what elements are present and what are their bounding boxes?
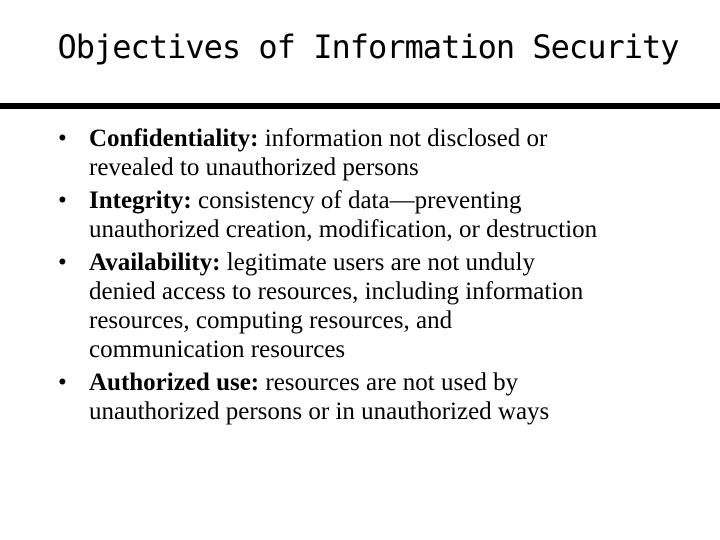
bullet-text-line: resources, computing resources, and xyxy=(89,307,453,334)
bullet-text-line: communication resources xyxy=(89,336,346,363)
bullet-term: Authorized use: xyxy=(89,369,260,396)
slide-title: Objectives of Information Security xyxy=(57,28,679,66)
bullet-term: Integrity: xyxy=(89,187,192,214)
title-divider xyxy=(0,103,720,109)
bullet-item-availability xyxy=(58,248,708,364)
bullet-icon: • xyxy=(58,187,67,214)
bullet-term: Confidentiality: xyxy=(89,125,259,152)
bullet-item-confidentiality xyxy=(58,124,708,182)
bullet-text-line: revealed to unauthorized persons xyxy=(89,154,419,181)
bullet-text-line: information not disclosed or xyxy=(264,125,548,152)
bullet-text-line: denied access to resources, including information xyxy=(89,278,584,305)
bullet-text-line: legitimate users are not unduly xyxy=(226,249,535,276)
bullet-term: Availability: xyxy=(89,249,221,276)
bullet-text-line: consistency of data—preventing xyxy=(198,187,522,214)
bullet-icon: • xyxy=(58,369,67,396)
bullet-list xyxy=(58,124,708,430)
bullet-item-integrity xyxy=(58,186,708,244)
bullet-icon: • xyxy=(58,249,67,276)
bullet-text-line: unauthorized creation, modification, or destruction xyxy=(89,216,598,243)
bullet-text-line: resources are not used by xyxy=(265,369,519,396)
bullet-icon: • xyxy=(58,125,67,152)
bullet-item-authorized-use xyxy=(58,368,708,426)
bullet-text-line: unauthorized persons or in unauthorized ways xyxy=(89,398,550,425)
